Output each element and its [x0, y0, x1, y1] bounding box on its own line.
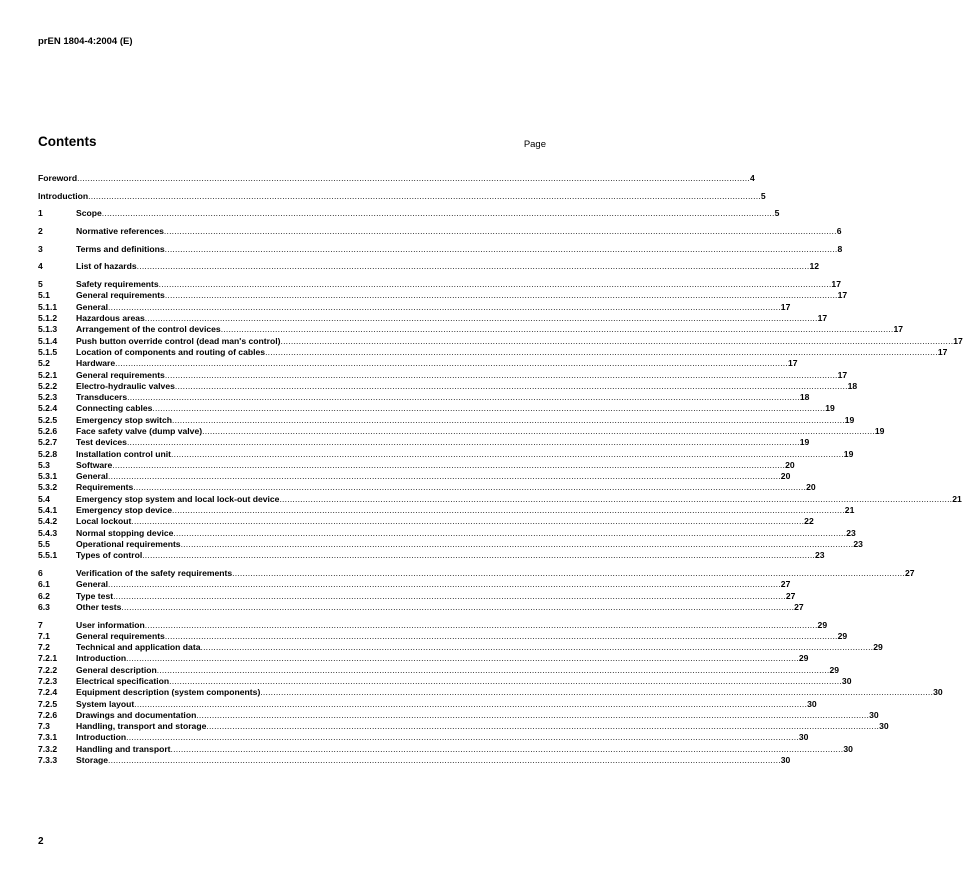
toc-entry[interactable]: [38, 459, 795, 471]
dot-leader: ....................................................................................................................................................................................................................................................................: [158, 279, 832, 290]
dot-leader: ....................................................................................................................................................................................................................................................................: [142, 550, 815, 561]
dot-leader: ....................................................................................................................................................................................................................................................................: [164, 290, 838, 301]
table-of-contents: [38, 173, 963, 766]
toc-entry-page: 23: [815, 550, 825, 561]
toc-entry[interactable]: [38, 226, 842, 237]
dot-leader: ....................................................................................................................................................................................................................................................................: [88, 190, 761, 201]
toc-entry[interactable]: [38, 721, 889, 732]
toc-entry-number: 7.3.1: [38, 732, 58, 743]
toc-entry-title: Installation control unit: [76, 448, 172, 459]
toc-entry[interactable]: [38, 619, 828, 631]
toc-entry-title: General requirements: [76, 290, 165, 301]
toc-entry-page: 12: [809, 261, 819, 272]
toc-entry-title: Emergency stop device: [76, 505, 173, 516]
toc-entry-page: 19: [799, 437, 810, 448]
toc-entry-page: 19: [844, 414, 855, 425]
toc-entry[interactable]: [38, 369, 848, 381]
toc-entry-page: 23: [853, 538, 863, 549]
toc-entry-title: User information: [76, 619, 145, 630]
toc-entry-page: 19: [874, 425, 885, 436]
toc-entry-title: Electrical specification: [76, 676, 170, 686]
toc-entry-title: List of hazards: [76, 261, 137, 272]
dot-leader: ....................................................................................................................................................................................................................................................................: [112, 459, 786, 470]
toc-entry-number: 6.3: [38, 601, 50, 612]
toc-entry-title: General requirements: [76, 369, 165, 380]
toc-entry-page: 23: [846, 527, 856, 538]
toc-entry-page: 30: [780, 755, 791, 766]
dot-leader: ....................................................................................................................................................................................................................................................................: [113, 590, 786, 601]
toc-entry-page: 22: [804, 516, 814, 527]
dot-leader: ....................................................................................................................................................................................................................................................................: [108, 579, 781, 590]
toc-entry-number: 5.1: [38, 290, 50, 301]
toc-entry-page: 18: [847, 380, 858, 391]
dot-leader: ....................................................................................................................................................................................................................................................................: [206, 721, 880, 732]
toc-entry-number: 5.2.3: [38, 392, 58, 403]
dot-leader: ....................................................................................................................................................................................................................................................................: [77, 173, 750, 183]
toc-entry-page: 8: [837, 243, 843, 254]
toc-entry-page: 17: [817, 313, 828, 324]
dot-leader: ....................................................................................................................................................................................................................................................................: [279, 493, 953, 504]
dot-leader: ....................................................................................................................................................................................................................................................................: [156, 664, 830, 675]
toc-entry-number: 5.3.1: [38, 471, 58, 482]
toc-entry-number: 7.3.3: [38, 755, 58, 766]
toc-entry-number: 7.2: [38, 642, 50, 653]
dot-leader: ....................................................................................................................................................................................................................................................................: [144, 619, 818, 630]
toc-entry[interactable]: [38, 664, 840, 676]
toc-entry-page: 29: [817, 619, 828, 630]
toc-entry-page: 20: [806, 482, 816, 493]
toc-entry-page: 29: [837, 630, 848, 641]
toc-entry[interactable]: [38, 732, 809, 743]
toc-entry-page: 17: [837, 369, 848, 380]
toc-entry[interactable]: [38, 505, 855, 516]
toc-entry-title: Face safety valve (dump valve): [76, 425, 203, 436]
dot-leader: ....................................................................................................................................................................................................................................................................: [108, 301, 781, 312]
toc-entry[interactable]: [38, 173, 755, 184]
toc-entry-page: 17: [953, 335, 963, 346]
contents-title: Contents: [38, 134, 97, 149]
toc-entry-number: 5.1.1: [38, 301, 58, 312]
toc-entry-number: 7.1: [38, 630, 50, 641]
toc-entry[interactable]: [38, 653, 809, 664]
dot-leader: ....................................................................................................................................................................................................................................................................: [131, 516, 805, 527]
toc-entry-number: 3: [38, 243, 43, 254]
toc-entry-number: 5.3: [38, 459, 50, 470]
toc-entry-number: 5.4: [38, 493, 50, 504]
toc-entry-page: 5: [774, 208, 780, 219]
dot-leader: ....................................................................................................................................................................................................................................................................: [164, 369, 838, 380]
toc-entry-number: 7.2.1: [38, 653, 58, 664]
page-number: 2: [38, 836, 44, 847]
dot-leader: ....................................................................................................................................................................................................................................................................: [170, 743, 844, 754]
toc-entry-number: 6.1: [38, 579, 50, 590]
toc-entry-number: 5.2.2: [38, 380, 58, 391]
toc-entry-title: Arrangement of the control devices: [76, 324, 221, 335]
toc-entry-title: Introduction: [76, 653, 127, 664]
dot-leader: ....................................................................................................................................................................................................................................................................: [126, 437, 800, 448]
toc-entry[interactable]: [38, 301, 791, 313]
toc-entry-number: 7.3: [38, 721, 50, 732]
toc-entry-page: 18: [799, 392, 810, 403]
toc-entry-number: 5.4.1: [38, 505, 58, 516]
dot-leader: ....................................................................................................................................................................................................................................................................: [121, 601, 795, 612]
toc-entry[interactable]: [38, 403, 835, 414]
dot-leader: ....................................................................................................................................................................................................................................................................: [144, 313, 818, 324]
toc-entry-page: 4: [749, 173, 755, 183]
dot-leader: ....................................................................................................................................................................................................................................................................: [172, 505, 845, 516]
toc-entry-page: 30: [841, 676, 852, 686]
toc-entry-page: 6: [836, 226, 842, 237]
toc-entry-title: Type test: [76, 590, 114, 601]
toc-entry[interactable]: [38, 516, 814, 527]
toc-entry-page: 27: [780, 579, 791, 590]
toc-entry[interactable]: [38, 243, 843, 255]
toc-entry-page: 17: [893, 324, 904, 335]
toc-entry[interactable]: [38, 493, 962, 505]
dot-leader: ....................................................................................................................................................................................................................................................................: [202, 425, 875, 436]
toc-entry-page: 30: [807, 698, 817, 709]
toc-entry-title: Electro-hydraulic valves: [76, 380, 175, 391]
toc-entry-number: 2: [38, 226, 43, 237]
dot-leader: ....................................................................................................................................................................................................................................................................: [260, 687, 934, 698]
toc-entry-page: 19: [825, 403, 835, 414]
toc-entry-number: 5.4.2: [38, 516, 58, 527]
toc-entry-number: 6: [38, 567, 43, 578]
dot-leader: ....................................................................................................................................................................................................................................................................: [136, 261, 810, 272]
toc-entry-page: 27: [904, 567, 915, 578]
toc-entry-page: 17: [780, 301, 791, 312]
toc-entry[interactable]: [38, 709, 879, 721]
dot-leader: ....................................................................................................................................................................................................................................................................: [126, 653, 799, 664]
toc-entry-number: 5.1.2: [38, 313, 58, 324]
toc-entry-number: 5.1.4: [38, 335, 58, 346]
toc-entry-page: 20: [780, 471, 791, 482]
toc-entry-title: General: [76, 579, 109, 590]
toc-entry-page: 30: [869, 709, 879, 720]
toc-entry-title: Types of control: [76, 550, 143, 561]
toc-entry-title: Terms and definitions: [76, 243, 165, 254]
toc-entry-title: Safety requirements: [76, 279, 159, 290]
toc-entry[interactable]: [38, 642, 883, 653]
toc-entry-number: 5: [38, 279, 43, 290]
toc-entry-title: Storage: [76, 755, 108, 766]
toc-entry-page: 30: [879, 721, 889, 732]
dot-leader: ....................................................................................................................................................................................................................................................................: [164, 243, 838, 254]
toc-entry-title: Software: [76, 459, 113, 470]
toc-entry-title: Equipment description (system components): [76, 687, 261, 698]
dot-leader: ....................................................................................................................................................................................................................................................................: [171, 448, 844, 459]
toc-entry-number: 7: [38, 619, 43, 630]
toc-entry-page: 21: [844, 505, 855, 516]
dot-leader: ....................................................................................................................................................................................................................................................................: [127, 392, 800, 403]
toc-entry-page: 17: [831, 279, 841, 290]
toc-entry[interactable]: [38, 550, 825, 561]
dot-leader: ....................................................................................................................................................................................................................................................................: [196, 709, 870, 720]
toc-entry[interactable]: [38, 527, 856, 539]
toc-entry-page: 21: [952, 493, 962, 504]
toc-entry-title: Connecting cables: [76, 403, 153, 414]
dot-leader: ....................................................................................................................................................................................................................................................................: [163, 226, 837, 237]
toc-entry[interactable]: [38, 743, 853, 755]
toc-entry-number: 7.2.5: [38, 698, 58, 709]
toc-entry[interactable]: [38, 335, 963, 347]
toc-entry-number: 5.2.7: [38, 437, 58, 448]
toc-entry-number: 5.5: [38, 538, 50, 549]
toc-entry-number: 7.2.2: [38, 664, 58, 675]
toc-entry-title: Normative references: [76, 226, 164, 237]
toc-entry-page: 19: [843, 448, 854, 459]
toc-entry-title: Introduction: [38, 190, 89, 201]
toc-entry[interactable]: [38, 208, 780, 219]
toc-entry-title: Verification of the safety requirements: [76, 567, 233, 578]
toc-entry[interactable]: [38, 579, 791, 590]
toc-entry[interactable]: [38, 687, 943, 698]
toc-entry-title: Hardware: [76, 358, 116, 369]
toc-entry-number: 5.4.3: [38, 527, 58, 538]
toc-entry[interactable]: [38, 471, 791, 482]
dot-leader: ....................................................................................................................................................................................................................................................................: [108, 471, 781, 482]
toc-entry-number: 7.2.6: [38, 709, 58, 720]
toc-entry-number: 6.2: [38, 590, 50, 601]
toc-entry[interactable]: [38, 601, 804, 613]
toc-entry-page: 17: [787, 358, 798, 369]
dot-leader: ....................................................................................................................................................................................................................................................................: [164, 630, 838, 641]
toc-entry[interactable]: [38, 392, 810, 403]
toc-entry-page: 30: [798, 732, 809, 743]
dot-leader: ....................................................................................................................................................................................................................................................................: [108, 755, 781, 766]
toc-entry[interactable]: [38, 290, 848, 301]
dot-leader: ....................................................................................................................................................................................................................................................................: [173, 527, 847, 538]
toc-entry-number: 7.3.2: [38, 743, 58, 754]
toc-entry-number: 5.3.2: [38, 482, 58, 493]
toc-entry[interactable]: [38, 482, 816, 493]
toc-entry[interactable]: [38, 313, 828, 324]
page-column-label: Page: [523, 139, 546, 150]
toc-entry-title: Other tests: [76, 601, 122, 612]
toc-entry-number: 7.2.4: [38, 687, 58, 698]
toc-entry-page: 17: [937, 346, 948, 357]
toc-entry-number: 4: [38, 261, 43, 272]
dot-leader: ....................................................................................................................................................................................................................................................................: [115, 358, 788, 369]
toc-entry-title: Location of components and routing of cables: [76, 346, 266, 357]
dot-leader: ....................................................................................................................................................................................................................................................................: [280, 335, 954, 346]
toc-entry-number: 5.1.5: [38, 346, 58, 357]
toc-entry-number: 5.5.1: [38, 550, 58, 561]
toc-entry[interactable]: [38, 676, 852, 687]
toc-entry[interactable]: [38, 346, 948, 358]
toc-entry-number: 5.2: [38, 358, 50, 369]
toc-entry[interactable]: [38, 324, 904, 335]
toc-entry-title: Handling, transport and storage: [76, 721, 207, 732]
toc-entry-title: System layout: [76, 698, 135, 709]
toc-entry[interactable]: [38, 590, 796, 602]
toc-entry[interactable]: [38, 698, 817, 710]
toc-entry-title: Push button override control (dead man's control): [76, 335, 281, 346]
toc-entry[interactable]: [38, 358, 798, 369]
toc-entry-page: 27: [794, 601, 804, 612]
toc-entry-title: Foreword: [38, 173, 78, 183]
toc-entry-number: 5.2.8: [38, 448, 58, 459]
toc-entry-page: 5: [760, 190, 766, 201]
toc-entry-title: Requirements: [76, 482, 134, 493]
dot-leader: ....................................................................................................................................................................................................................................................................: [265, 346, 938, 357]
toc-entry-title: Local lockout: [76, 516, 132, 527]
toc-entry[interactable]: [38, 425, 885, 437]
toc-entry-title: General requirements: [76, 630, 165, 641]
toc-entry-title: Technical and application data: [76, 642, 201, 653]
toc-entry-page: 29: [829, 664, 840, 675]
toc-entry-page: 30: [843, 743, 853, 754]
toc-entry-title: Operational requirements: [76, 538, 181, 549]
dot-leader: ....................................................................................................................................................................................................................................................................: [220, 324, 894, 335]
dot-leader: ....................................................................................................................................................................................................................................................................: [169, 676, 842, 686]
toc-entry-number: 5.2.1: [38, 369, 58, 380]
toc-entry-number: 5.2.5: [38, 414, 58, 425]
toc-entry[interactable]: [38, 190, 766, 202]
toc-entry-number: 1: [38, 208, 43, 219]
toc-entry-page: 30: [933, 687, 943, 698]
dot-leader: ....................................................................................................................................................................................................................................................................: [232, 567, 905, 578]
toc-entry-title: Transducers: [76, 392, 128, 403]
toc-entry-title: Test devices: [76, 437, 127, 448]
toc-entry[interactable]: [38, 279, 841, 290]
toc-entry-title: Normal stopping device: [76, 527, 174, 538]
toc-entry-page: 29: [798, 653, 809, 664]
dot-leader: ....................................................................................................................................................................................................................................................................: [180, 538, 854, 549]
toc-entry-title: Emergency stop switch: [76, 414, 172, 425]
dot-leader: ....................................................................................................................................................................................................................................................................: [126, 732, 799, 743]
toc-entry[interactable]: [38, 567, 915, 579]
document-id: prEN 1804-4:2004 (E): [38, 36, 133, 47]
toc-entry[interactable]: [38, 261, 819, 272]
toc-entry-page: 20: [785, 459, 795, 470]
toc-entry-number: 7.2.3: [38, 676, 58, 686]
toc-entry[interactable]: [38, 437, 810, 448]
dot-leader: ....................................................................................................................................................................................................................................................................: [133, 482, 807, 493]
toc-entry-title: General: [76, 471, 109, 482]
toc-entry[interactable]: [38, 755, 791, 766]
dot-leader: ....................................................................................................................................................................................................................................................................: [134, 698, 808, 709]
toc-entry-page: 17: [837, 290, 848, 301]
toc-entry-title: Drawings and documentation: [76, 709, 197, 720]
toc-entry[interactable]: [38, 538, 863, 550]
toc-entry-title: General: [76, 301, 109, 312]
toc-entry-page: 27: [785, 590, 796, 601]
toc-entry[interactable]: [38, 448, 854, 460]
toc-entry-title: Hazardous areas: [76, 313, 145, 324]
toc-entry-title: Handling and transport: [76, 743, 171, 754]
toc-entry-number: 5.2.6: [38, 425, 58, 436]
dot-leader: ....................................................................................................................................................................................................................................................................: [152, 403, 826, 414]
dot-leader: ....................................................................................................................................................................................................................................................................: [101, 208, 775, 219]
toc-entry[interactable]: [38, 630, 848, 642]
toc-entry-number: 5.1.3: [38, 324, 58, 335]
dot-leader: ....................................................................................................................................................................................................................................................................: [200, 642, 874, 653]
toc-entry-title: Emergency stop system and local lock-out device: [76, 493, 280, 504]
toc-entry[interactable]: [38, 414, 855, 426]
toc-entry[interactable]: [38, 380, 858, 392]
dot-leader: ....................................................................................................................................................................................................................................................................: [172, 414, 845, 425]
dot-leader: ....................................................................................................................................................................................................................................................................: [174, 380, 848, 391]
toc-entry-title: Scope: [76, 208, 102, 219]
toc-entry-title: General description: [76, 664, 157, 675]
toc-entry-title: Introduction: [76, 732, 127, 743]
toc-entry-number: 5.2.4: [38, 403, 58, 414]
toc-entry-page: 29: [873, 642, 883, 653]
